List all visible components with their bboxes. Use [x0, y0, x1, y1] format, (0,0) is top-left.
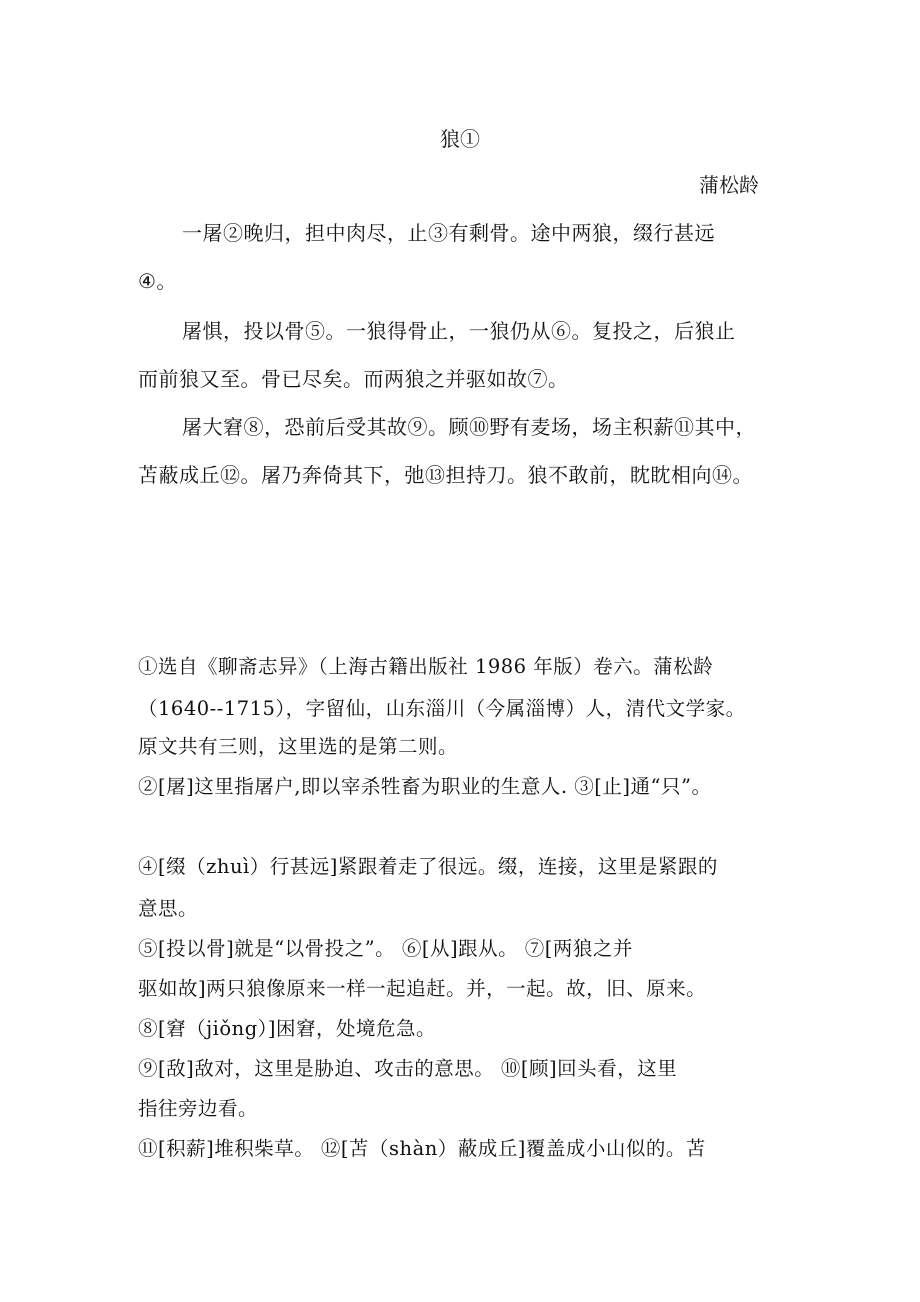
footnote-line: ①选自《聊斋志异》（上海古籍出版社 1986 年版）卷六。蒲松龄: [138, 655, 714, 678]
body-line: ④。: [138, 269, 177, 293]
footnote-line: ⑨[敌]敌对，这里是胁迫、攻击的意思。 ⑩[顾]回头看，这里: [138, 1057, 678, 1080]
body-line: 屠惧，投以骨⑤。一狼得骨止，一狼仍从⑥。复投之，后狼止: [182, 319, 736, 343]
body-line: 屠大窘⑧，恐前后受其故⑨。顾⑩野有麦场，场主积薪⑪其中，: [182, 415, 756, 439]
author-name: 蒲松龄: [699, 173, 759, 197]
footnote-line: ⑪[积薪]堆积柴草。 ⑫[苫（shàn）蔽成丘]覆盖成小山似的。苫: [138, 1137, 706, 1160]
footnote-line: ⑧[窘（jiǒng）]困窘，处境危急。: [138, 1017, 437, 1040]
footnote-line: ②[屠]这里指屠户,即以宰杀牲畜为职业的生意人. ③[止]通“只”。: [138, 775, 712, 798]
footnote-line: 原文共有三则，这里选的是第二则。: [138, 735, 459, 758]
footnote-line: ④[缀（zhuì）行甚远]紧跟着走了很远。缀，连接，这里是紧跟的: [138, 855, 718, 878]
footnote-line: 指往旁边看。: [138, 1097, 259, 1120]
footnote-line: ⑤[投以骨]就是“以骨投之”。 ⑥[从]跟从。 ⑦[两狼之并: [138, 937, 633, 960]
body-line: 苫蔽成丘⑫。屠乃奔倚其下，弛⑬担持刀。狼不敢前，眈眈相向⑭。: [138, 463, 753, 487]
body-line: 一屠②晚归，担中肉尽，止③有剩骨。途中两狼，缀行甚远: [182, 221, 715, 245]
footnote-line: 意思。: [138, 897, 199, 920]
page-title: 狼①: [440, 127, 480, 151]
footnote-line: 驱如故]两只狼像原来一样一起追赶。并，一起。故，旧、原来。: [138, 977, 707, 1000]
body-line: 而前狼又至。骨已尽矣。而两狼之并驱如故⑦。: [138, 367, 569, 391]
footnote-line: （1640--1715），字留仙，山东淄川（今属淄博）人，清代文学家。: [138, 697, 746, 720]
